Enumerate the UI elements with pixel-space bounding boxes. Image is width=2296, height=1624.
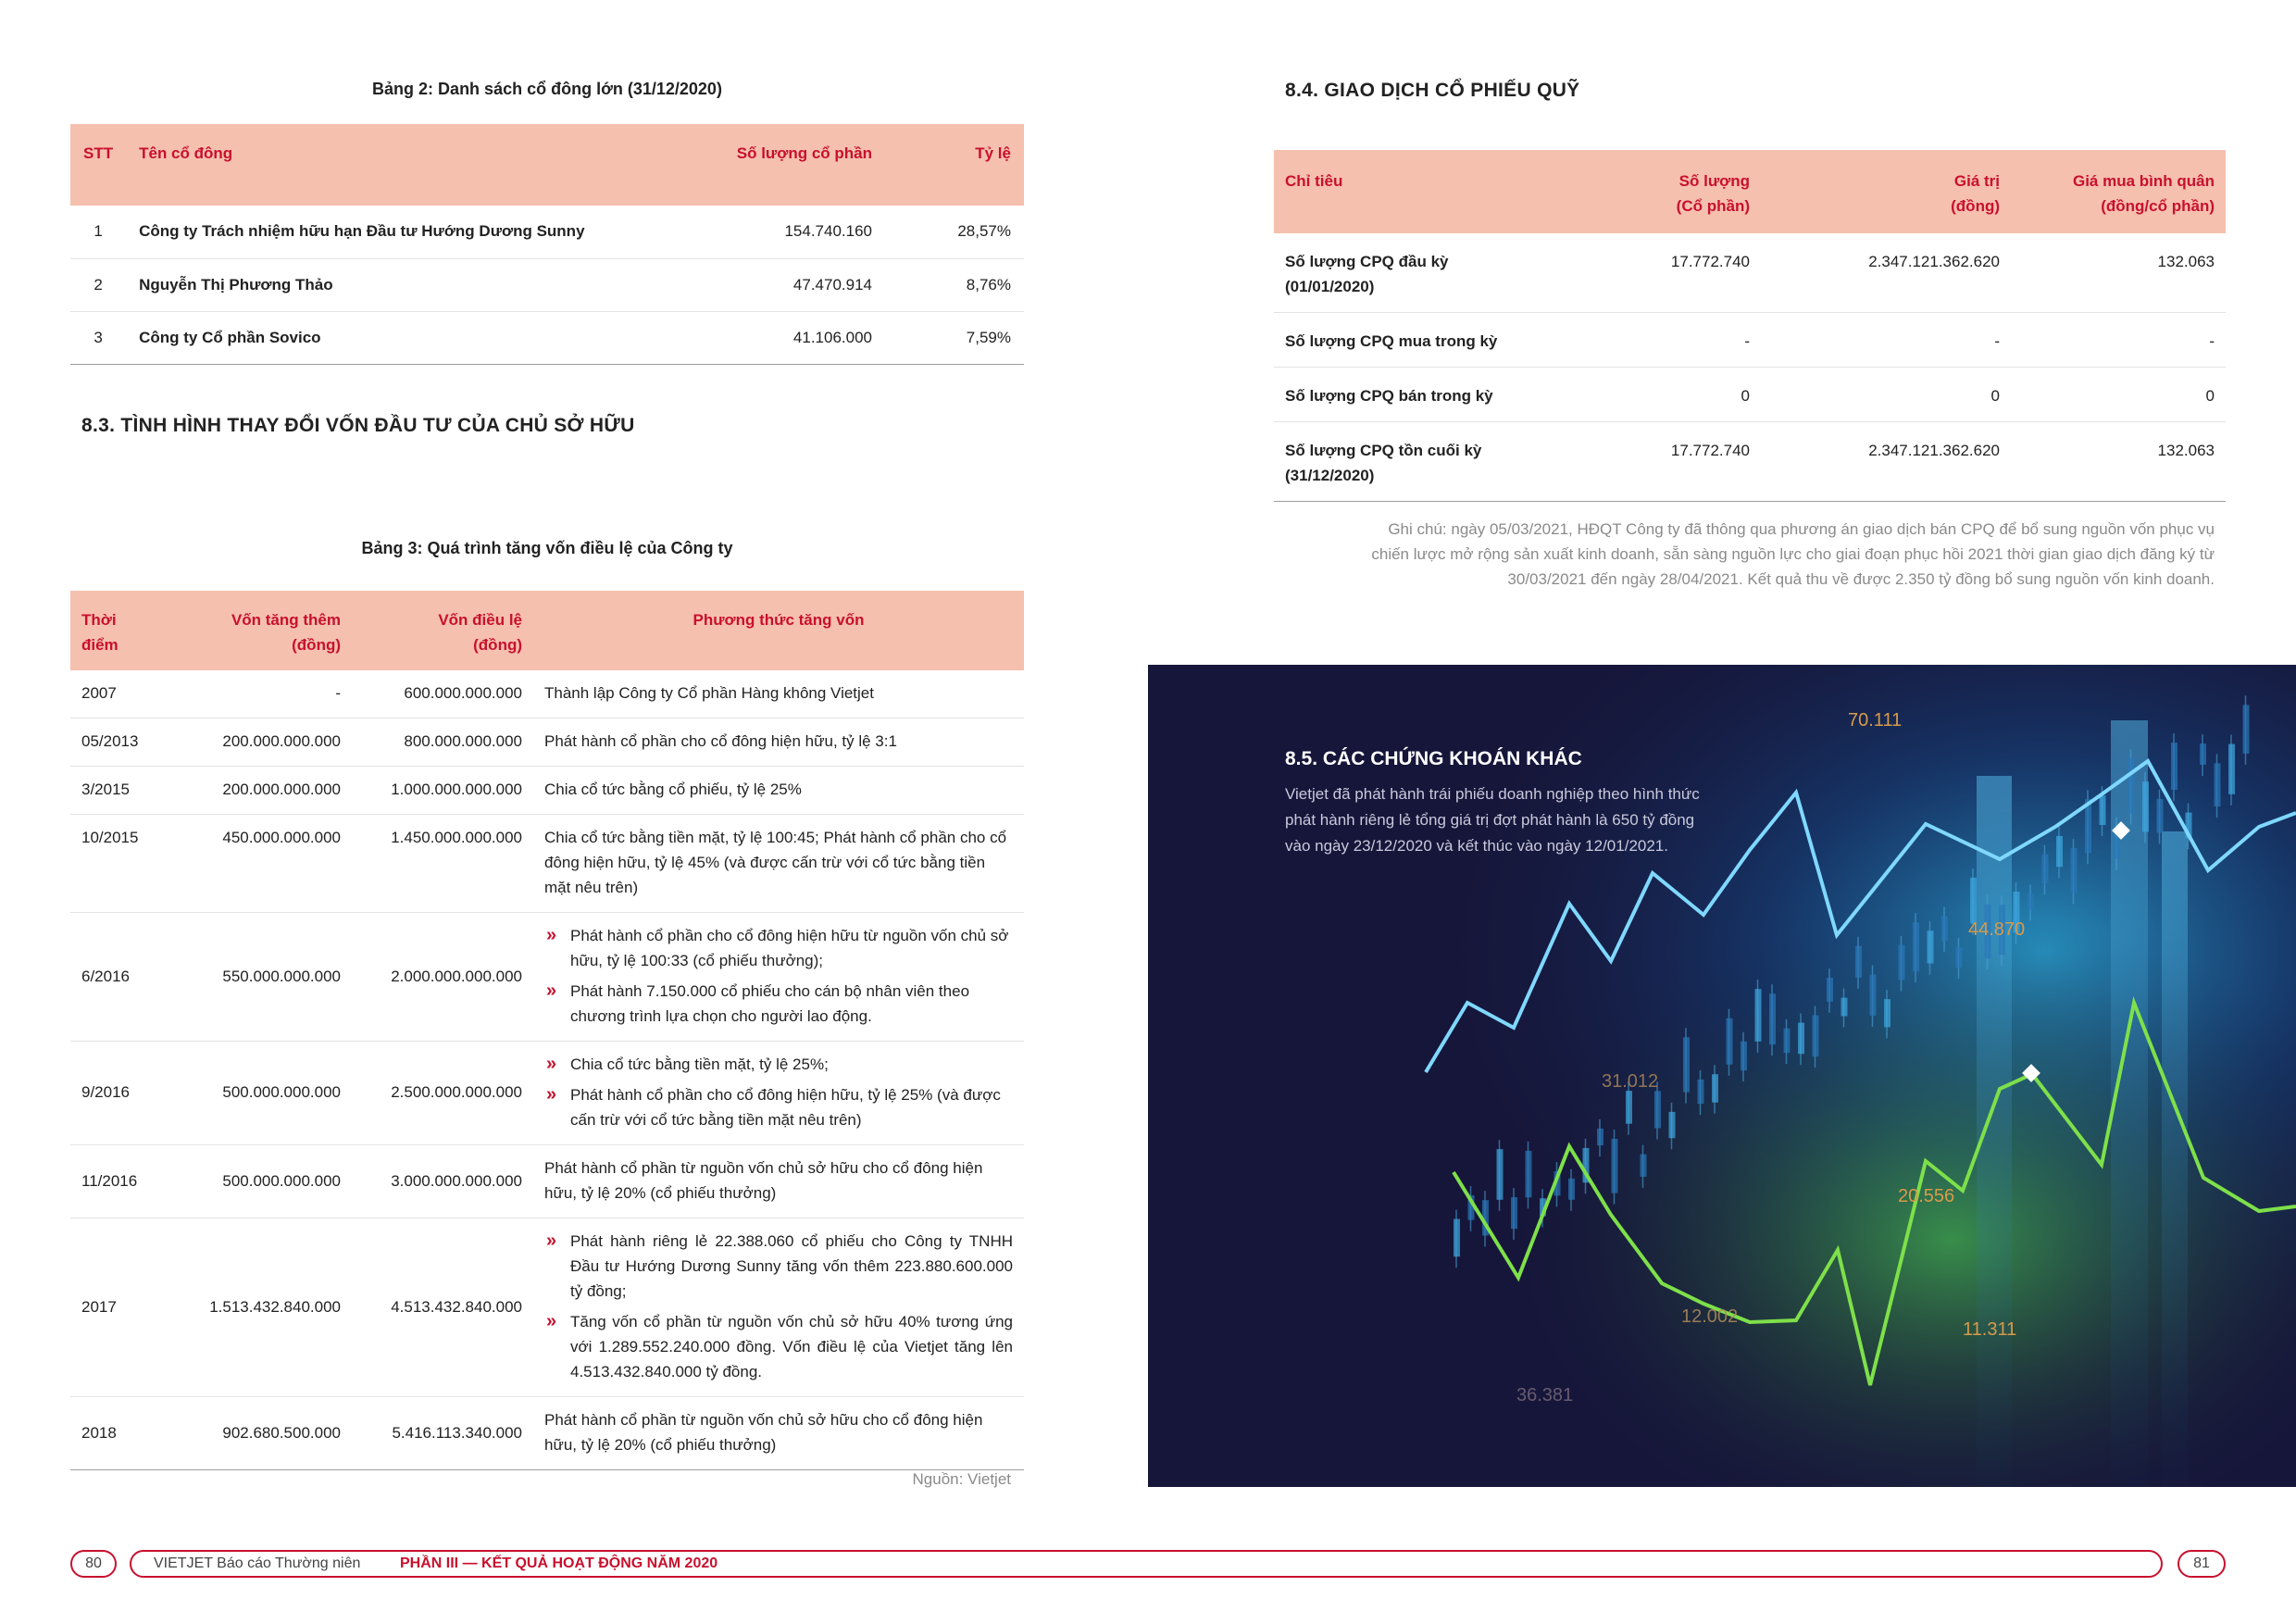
cell-ratio: 8,76% <box>966 275 1011 294</box>
cell-stt: 2 <box>94 275 103 294</box>
table-row <box>70 1042 1024 1145</box>
col-header-stt: STT <box>70 124 126 206</box>
cell-time: 6/2016 <box>81 967 130 985</box>
cell-time: 2017 <box>81 1297 117 1316</box>
header-line: điểm <box>81 636 119 654</box>
header-line: Giá trị <box>1953 172 2000 190</box>
cell-charter: 5.416.113.340.000 <box>392 1423 522 1442</box>
decor-label: 70.111 <box>1848 710 1903 731</box>
note-line: 30/03/2021 đến ngày 28/04/2021. Kết quả thu về được 2.350 tỷ đồng bổ sung nguồn vốn kinh doanh. <box>1507 570 2215 588</box>
cell-name: Công ty Trách nhiệm hữu hạn Đầu tư Hướng Dương Sunny <box>139 222 585 240</box>
body-line: vào ngày 23/12/2020 và kết thúc vào ngày 12/01/2021. <box>1285 837 1668 855</box>
stock-chart-banner <box>1148 665 2296 1487</box>
cell-charter: 1.000.000.000.000 <box>391 781 522 798</box>
candle-body <box>2071 848 2078 893</box>
candle-body <box>1727 1018 1733 1065</box>
cell-added: 200.000.000.000 <box>222 732 341 750</box>
section-8-5 <box>1285 748 1766 859</box>
cell-ratio: 28,57% <box>957 222 1011 240</box>
candle-body <box>1827 978 1833 1002</box>
bullet-item: » Phát hành cổ phần cho cổ đông hiện hữu, tỷ lệ 25% (và được cấn trừ với cổ tức bằng tiền mặt nêu trên) <box>544 1082 1013 1132</box>
cell-value: 2.347.121.362.620 <box>1868 253 2000 270</box>
candle-body <box>1970 878 1977 924</box>
cell-charter: 600.000.000.000 <box>404 684 522 702</box>
cell-charter: 2.500.000.000.000 <box>391 1083 522 1101</box>
candle-body <box>1899 945 1905 981</box>
cell-qty: - <box>1744 332 1750 350</box>
col-header-time <box>70 591 170 670</box>
col-header-value <box>1761 150 2011 233</box>
cell-method <box>533 913 1024 1042</box>
table-row <box>70 1397 1024 1470</box>
table-row <box>70 206 1024 258</box>
header-line: Vốn tăng thêm <box>231 611 341 629</box>
cell-stt: 3 <box>94 328 103 346</box>
candle-body <box>1669 1112 1676 1138</box>
cell-name: Công ty Cổ phần Sovico <box>139 328 321 346</box>
footer-brand: VIETJET Báo cáo Thường niên <box>154 1555 361 1571</box>
bullet-item: » Phát hành cổ phần cho cổ đông hiện hữu từ nguồn vốn chủ sở hữu, tỷ lệ 100:33 (cổ phiếu thưởng); <box>544 923 1013 973</box>
cell-time: 3/2015 <box>81 781 130 798</box>
cell-charter: 4.513.432.840.000 <box>391 1297 522 1316</box>
table-header-row <box>1274 150 2226 233</box>
bullet-item: » Chia cổ tức bằng tiền mặt, tỷ lệ 25%; <box>544 1052 1013 1077</box>
cell-charter: 1.450.000.000.000 <box>391 829 522 846</box>
cell-time: 05/2013 <box>81 732 139 750</box>
candle-body <box>1769 993 1776 1044</box>
decor-label: 44.870 <box>1968 919 2026 940</box>
cell-method: Phát hành cổ phần từ nguồn vốn chủ sở hữu cho cổ đông hiện hữu, tỷ lệ 20% (cổ phiếu thưởng) <box>544 1159 983 1202</box>
item-line: (01/01/2020) <box>1285 278 1375 295</box>
table-row <box>1274 422 2226 502</box>
candle-body <box>1941 917 1948 941</box>
cell-value: 2.347.121.362.620 <box>1868 442 2000 459</box>
header-line: Vốn điều lệ <box>438 611 522 629</box>
col-header-added <box>170 591 352 670</box>
cell-method: Phát hành cổ phần cho cổ đông hiện hữu, tỷ lệ 3:1 <box>544 732 897 750</box>
section-8-4-title: 8.4. GIAO DỊCH CỔ PHIẾU QUỸ <box>1285 80 1580 101</box>
cell-item <box>1274 313 1613 368</box>
cell-avg: - <box>2209 332 2215 350</box>
table-row <box>70 311 1024 364</box>
cell-shares: 47.470.914 <box>792 275 872 294</box>
note-line: Ghi chú: ngày 05/03/2021, HĐQT Công ty đã thông qua phương án giao dịch bán CPQ để bổ sung nguồn vốn phục vụ <box>1388 520 2215 538</box>
table-row <box>70 913 1024 1042</box>
table-row <box>70 1145 1024 1218</box>
cell-charter: 800.000.000.000 <box>404 732 522 750</box>
cell-added: 550.000.000.000 <box>222 967 341 985</box>
item-line: Số lượng CPQ bán trong kỳ <box>1285 387 1493 405</box>
cell-added: 1.513.432.840.000 <box>209 1297 341 1316</box>
section-8-3-title: 8.3. TÌNH HÌNH THAY ĐỔI VỐN ĐẦU TƯ CỦA CHỦ SỞ HỮU <box>81 415 635 436</box>
candle-body <box>2243 705 2250 754</box>
candle-body <box>1712 1074 1718 1103</box>
item-line: Số lượng CPQ đầu kỳ <box>1285 253 1449 270</box>
candle-body <box>2171 743 2177 790</box>
candle-body <box>1884 999 1890 1027</box>
candle-body <box>1841 998 1848 1017</box>
decor-label: 11.311 <box>1963 1319 2017 1340</box>
candle-body <box>1511 1197 1517 1229</box>
section-8-5-title: 8.5. CÁC CHỨNG KHOÁN KHÁC <box>1285 748 1582 769</box>
cell-added: 450.000.000.000 <box>222 829 341 846</box>
cell-shares: 154.740.160 <box>784 222 872 240</box>
decor-label: 31.012 <box>1602 1071 1659 1092</box>
candle-body <box>2056 836 2063 867</box>
candle-body <box>1683 1037 1690 1092</box>
table-row <box>70 258 1024 311</box>
page-number-left: 80 <box>70 1550 117 1578</box>
cell-time: 11/2016 <box>81 1171 138 1190</box>
cell-qty: 17.772.740 <box>1670 253 1750 270</box>
header-line: Thời <box>81 611 117 629</box>
cell-added: 200.000.000.000 <box>222 781 341 798</box>
body-line: Vietjet đã phát hành trái phiếu doanh nghiệp theo hình thức <box>1285 785 1700 803</box>
candle-body <box>1526 1151 1532 1197</box>
header-line: (đồng) <box>1951 197 2000 215</box>
table-row <box>70 767 1024 815</box>
section-8-5-body <box>1285 781 1766 859</box>
cell-method: Chia cổ tức bằng tiền mặt, tỷ lệ 100:45; Phát hành cổ phần cho cổ đông hiện hữu, tỷ lệ 45% (và được cấn trừ với cổ tức bằng tiền mặt nêu trên) <box>544 829 1007 896</box>
table-row <box>70 670 1024 718</box>
cell-charter: 3.000.000.000.000 <box>391 1171 522 1190</box>
cell-method: Thành lập Công ty Cổ phần Hàng không Vietjet <box>544 684 874 702</box>
bullet-item: » Phát hành riêng lẻ 22.388.060 cổ phiếu cho Công ty TNHH Đầu tư Hướng Dương Sunny tăng vốn thêm 223.880.600.000 tỷ đồng; <box>544 1229 1013 1304</box>
source-note: Nguồn: Vietjet <box>912 1470 1011 1488</box>
candle-body <box>2228 744 2235 794</box>
cell-value: - <box>1994 332 2000 350</box>
candle-body <box>1654 1091 1661 1128</box>
candle-body <box>1755 989 1762 1042</box>
header-line: (đồng) <box>292 636 341 654</box>
body-line: phát hành riêng lẻ tổng giá trị đợt phát hành là 650 tỷ đồng <box>1285 811 1695 829</box>
footer-bar <box>130 1550 2163 1578</box>
decor-label: 20.556 <box>1898 1186 1955 1206</box>
header-line: (đồng) <box>473 636 522 654</box>
cell-time: 2018 <box>81 1423 117 1442</box>
candle-body <box>2100 795 2106 825</box>
cell-avg: 132.063 <box>2157 253 2215 270</box>
item-line: Số lượng CPQ tồn cuối kỳ <box>1285 442 1482 459</box>
cell-item <box>1274 422 1613 502</box>
candle-body <box>1612 1139 1618 1193</box>
cell-charter: 2.000.000.000.000 <box>391 967 522 985</box>
table-row <box>70 1218 1024 1397</box>
cell-time: 2007 <box>81 684 117 702</box>
table-header-row <box>70 124 1024 206</box>
cell-shares: 41.106.000 <box>792 328 872 346</box>
cell-method: Phát hành cổ phần từ nguồn vốn chủ sở hữu cho cổ đông hiện hữu, tỷ lệ 20% (cổ phiếu thưởng) <box>544 1411 983 1454</box>
candle-body <box>1641 1155 1647 1177</box>
candle-body <box>2128 758 2135 814</box>
table-row <box>70 815 1024 913</box>
candle-body <box>1497 1149 1504 1200</box>
bullet-item: » Tăng vốn cổ phần từ nguồn vốn chủ sở hữu 40% tương ứng với 1.289.552.240.000 đồng. Vốn điều lệ của Vietjet tăng lên 4.513.432.840.000 tỷ đồng. <box>544 1309 1013 1384</box>
cell-added: 500.000.000.000 <box>222 1083 341 1101</box>
table-row <box>70 718 1024 767</box>
col-header-name: Tên cổ đông <box>126 124 672 206</box>
candle-body <box>1741 1042 1747 1070</box>
bullet-item: » Phát hành 7.150.000 cổ phiếu cho cán bộ nhân viên theo chương trình lựa chọn cho người lao động. <box>544 979 1013 1029</box>
cell-item <box>1274 368 1613 422</box>
candle-body <box>1597 1129 1603 1145</box>
candle-body <box>1798 1023 1804 1055</box>
cell-time: 10/2015 <box>81 829 139 846</box>
header-line: (đồng/cổ phần) <box>2101 197 2215 215</box>
footer-section: PHẦN III — KẾT QUẢ HOẠT ĐỘNG NĂM 2020 <box>400 1555 718 1571</box>
treasury-note <box>1274 517 2215 592</box>
candle-body <box>2157 799 2164 833</box>
cell-method: Chia cổ tức bằng cổ phiếu, tỷ lệ 25% <box>544 781 802 798</box>
cell-added: 902.680.500.000 <box>222 1423 341 1442</box>
cell-qty: 17.772.740 <box>1670 442 1750 459</box>
candle-body <box>1956 947 1963 968</box>
header-line: Số lượng <box>1678 172 1750 190</box>
cell-added: 500.000.000.000 <box>222 1171 341 1190</box>
candle-body <box>1454 1219 1460 1257</box>
page-number-right: 81 <box>2177 1550 2226 1578</box>
candle-body <box>2028 893 2034 909</box>
table-row <box>1274 368 2226 422</box>
cell-time: 9/2016 <box>81 1083 130 1101</box>
col-header-method: Phương thức tăng vốn <box>533 591 1024 670</box>
candle-body <box>1928 931 1934 963</box>
cell-qty: 0 <box>1741 387 1750 405</box>
candle-body <box>1626 1091 1632 1124</box>
col-header-avg <box>2011 150 2226 233</box>
candle-body <box>2042 855 2049 884</box>
shareholders-table <box>70 124 1024 365</box>
table3-caption: Bảng 3: Quá trình tăng vốn điều lệ của Công ty <box>361 539 733 557</box>
candle-body <box>1913 922 1919 971</box>
method-bullets <box>544 1229 1013 1384</box>
decor-label: 12.002 <box>1681 1306 1739 1327</box>
candle-body <box>1698 1080 1704 1104</box>
col-header-shares: Số lượng cổ phần <box>672 124 885 206</box>
candle-body <box>1855 946 1862 978</box>
glow-column <box>1977 776 2012 1487</box>
method-bullets <box>544 923 1013 1029</box>
capital-increase-table <box>70 591 1024 1470</box>
candle-body <box>2142 781 2149 831</box>
note-line: chiến lược mở rộng sản xuất kinh doanh, sẵn sàng nguồn lực cho giai đoạn phục hồi 2021 thời gian giao dịch đăng ký từ <box>1371 545 2215 563</box>
cell-name: Nguyễn Thị Phương Thảo <box>139 275 333 294</box>
col-header-charter <box>352 591 533 670</box>
header-line: (Cổ phần) <box>1676 197 1750 215</box>
cell-method <box>533 1218 1024 1397</box>
candle-body <box>2215 763 2221 806</box>
cell-method <box>533 1042 1024 1145</box>
candle-body <box>1870 975 1877 1016</box>
item-line: (31/12/2020) <box>1285 467 1375 484</box>
treasury-stock-table <box>1274 150 2226 502</box>
cell-avg: 0 <box>2205 387 2215 405</box>
candle-body <box>1784 1029 1791 1053</box>
cell-value: 0 <box>1990 387 2000 405</box>
method-bullets <box>544 1052 1013 1132</box>
table2-caption: Bảng 2: Danh sách cổ đông lớn (31/12/2020) <box>372 80 722 98</box>
decor-label: 36.381 <box>1516 1385 1574 1405</box>
cell-added: - <box>335 684 341 702</box>
table-row <box>1274 313 2226 368</box>
candle-body <box>2200 743 2206 765</box>
table-row <box>1274 233 2226 313</box>
cell-item <box>1274 233 1613 313</box>
cell-stt: 1 <box>94 222 103 240</box>
col-header-ratio: Tỷ lệ <box>885 124 1024 206</box>
col-header-qty <box>1613 150 1761 233</box>
cell-ratio: 7,59% <box>966 328 1011 346</box>
cell-avg: 132.063 <box>2157 442 2215 459</box>
glow-column <box>2162 831 2188 1487</box>
candle-body <box>1568 1179 1575 1200</box>
header-line: Giá mua bình quân <box>2072 172 2215 190</box>
table-header-row <box>70 591 1024 670</box>
col-header-item: Chỉ tiêu <box>1274 150 1613 233</box>
item-line: Số lượng CPQ mua trong kỳ <box>1285 332 1498 350</box>
candle-body <box>1813 1015 1819 1056</box>
